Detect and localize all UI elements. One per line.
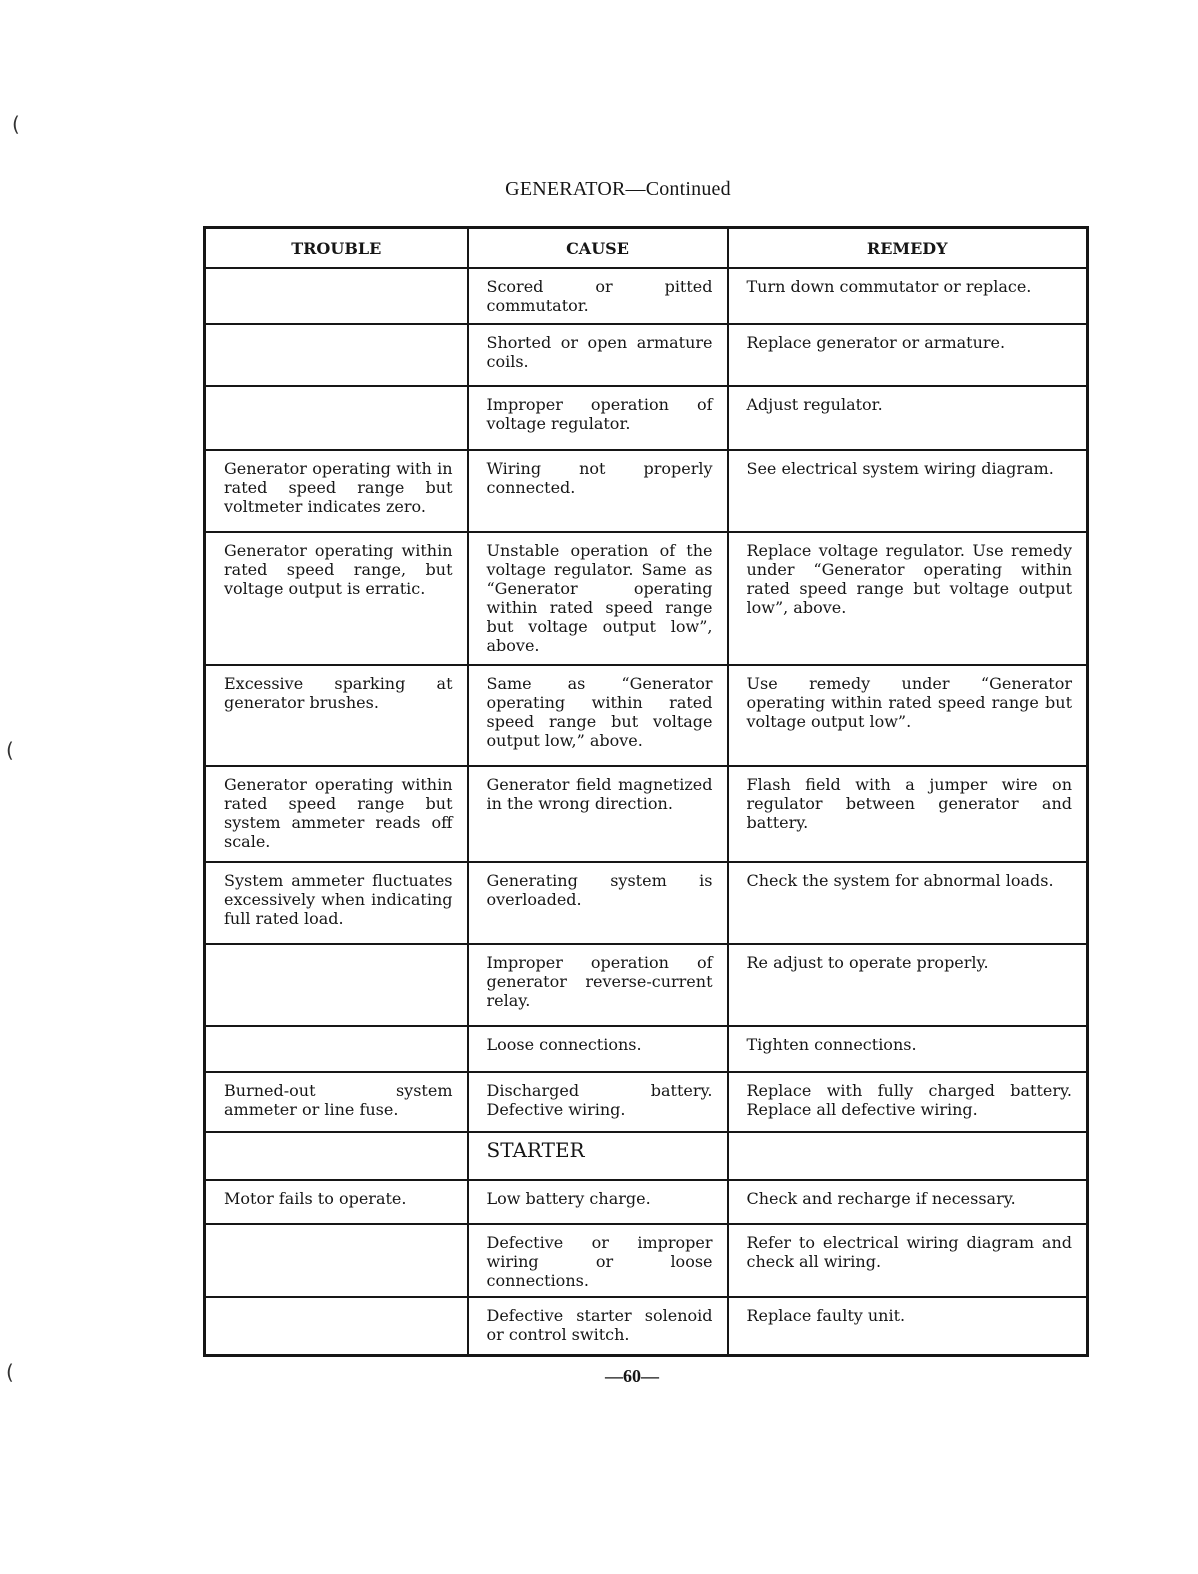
trouble-cell (205, 1224, 468, 1297)
trouble-cell: Motor fails to operate. (205, 1180, 468, 1224)
table-row (205, 386, 1088, 450)
trouble-cell (205, 324, 468, 386)
remedy-cell: Flash field with a jumper wire on regulator between generator and battery. (728, 766, 1088, 862)
cause-cell: Shorted or open armature coils. (468, 324, 728, 386)
scan-mark: ( (6, 738, 14, 762)
cause-cell: Wiring not properly connected. (468, 450, 728, 532)
table-row (205, 862, 1088, 944)
trouble-cell: Generator operating with in rated speed range but voltmeter indicates zero. (205, 450, 468, 532)
table-row (205, 450, 1088, 532)
section-header-row (205, 1132, 1088, 1180)
remedy-cell: Replace generator or armature. (728, 324, 1088, 386)
table-row (205, 1224, 1088, 1297)
cause-cell: Defective or improper wiring or loose connections. (468, 1224, 728, 1297)
empty-cell (728, 1132, 1088, 1180)
scan-mark: ( (6, 1360, 14, 1384)
remedy-cell: Replace with fully charged battery. Replace all defective wiring. (728, 1072, 1088, 1132)
remedy-cell: Check and recharge if necessary. (728, 1180, 1088, 1224)
table-row (205, 324, 1088, 386)
table-row (205, 1072, 1088, 1132)
table-row (205, 766, 1088, 862)
cause-cell: Discharged battery. Defective wiring. (468, 1072, 728, 1132)
table-row (205, 1297, 1088, 1355)
table-row (205, 944, 1088, 1026)
trouble-cell (205, 1297, 468, 1355)
trouble-cell: Generator operating within rated speed range but system ammeter reads off scale. (205, 766, 468, 862)
cause-cell: Generating system is overloaded. (468, 862, 728, 944)
cause-cell: Improper operation of generator reverse-current relay. (468, 944, 728, 1026)
header-remedy: REMEDY (728, 228, 1088, 269)
trouble-cell (205, 268, 468, 324)
remedy-cell: Refer to electrical wiring diagram and check all wiring. (728, 1224, 1088, 1297)
section-label-starter: STARTER (468, 1132, 728, 1180)
remedy-cell: Turn down commutator or replace. (728, 268, 1088, 324)
table-row (205, 268, 1088, 324)
remedy-cell: Re adjust to operate properly. (728, 944, 1088, 1026)
remedy-cell: Replace voltage regulator. Use remedy under “Generator operating within rated speed range but voltage output low”, above. (728, 532, 1088, 665)
trouble-cell (205, 386, 468, 450)
page-title: GENERATOR—Continued (505, 178, 731, 200)
cause-cell: Generator field magnetized in the wrong direction. (468, 766, 728, 862)
table-row (205, 1180, 1088, 1224)
cause-cell: Loose connections. (468, 1026, 728, 1072)
scan-mark: ( (12, 112, 20, 136)
page-number: —60— (605, 1366, 659, 1386)
remedy-cell: Replace faulty unit. (728, 1297, 1088, 1355)
trouble-cell: Generator operating within rated speed range, but voltage output is erratic. (205, 532, 468, 665)
remedy-cell: Use remedy under “Generator operating within rated speed range but voltage output low”. (728, 665, 1088, 766)
trouble-cell: Excessive sparking at generator brushes. (205, 665, 468, 766)
troubleshooting-table (203, 226, 1089, 1357)
trouble-cell (205, 1026, 468, 1072)
table-row (205, 665, 1088, 766)
remedy-cell: Check the system for abnormal loads. (728, 862, 1088, 944)
trouble-cell: System ammeter fluctuates excessively when indicating full rated load. (205, 862, 468, 944)
remedy-cell: See electrical system wiring diagram. (728, 450, 1088, 532)
cause-cell: Scored or pitted commutator. (468, 268, 728, 324)
trouble-cell: Burned-out system ammeter or line fuse. (205, 1072, 468, 1132)
cause-cell: Low battery charge. (468, 1180, 728, 1224)
header-cause: CAUSE (468, 228, 728, 269)
trouble-cell (205, 944, 468, 1026)
cause-cell: Same as “Generator operating within rated speed range but voltage output low,” above. (468, 665, 728, 766)
header-trouble: TROUBLE (205, 228, 468, 269)
cause-cell: Defective starter solenoid or control switch. (468, 1297, 728, 1355)
remedy-cell: Tighten connections. (728, 1026, 1088, 1072)
cause-cell: Improper operation of voltage regulator. (468, 386, 728, 450)
empty-cell (205, 1132, 468, 1180)
table-row (205, 532, 1088, 665)
table-row (205, 1026, 1088, 1072)
cause-cell: Unstable operation of the voltage regulator. Same as “Generator operating within rated speed range but voltage output low”, above. (468, 532, 728, 665)
remedy-cell: Adjust regulator. (728, 386, 1088, 450)
table-header-row (205, 228, 1088, 269)
